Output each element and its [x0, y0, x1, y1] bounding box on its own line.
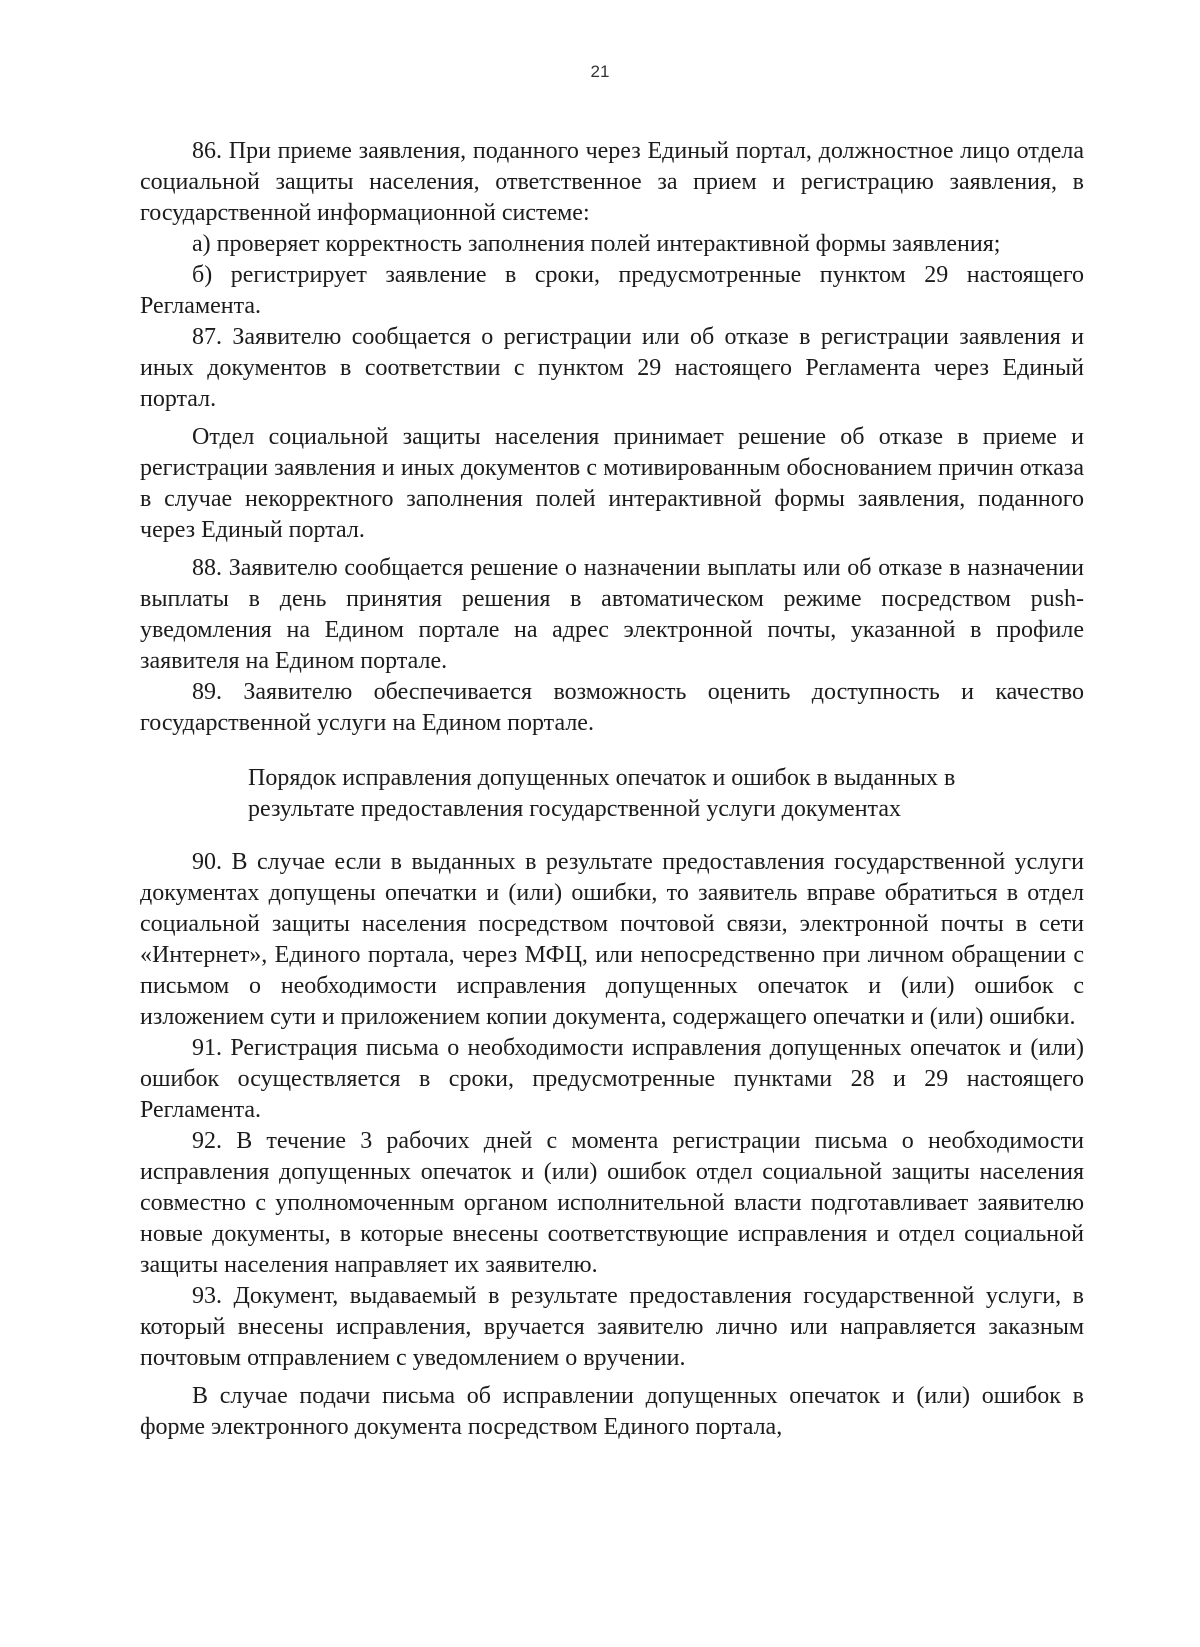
paragraph-89: 89. Заявителю обеспечивается возможность оценить доступность и качество государственной услуги на Едином портале. [140, 679, 1084, 736]
paragraph-88: 88. Заявителю сообщается решение о назначении выплаты или об отказе в назначении выплаты в день принятия решения в автоматическом режиме посредством push-уведомления на Едином портале на адрес электронной почты, указанной в профиле заявителя на Едином портале. [140, 555, 1084, 674]
paragraph-93-electronic: В случае подачи письма об исправлении допущенных опечаток и (или) ошибок в форме электронного документа посредством Единого портала, [140, 1383, 1084, 1440]
section-heading [140, 763, 1084, 825]
paragraph-90: 90. В случае если в выданных в результате предоставления государственной услуги документах допущены опечатки и (или) ошибки, то заявитель вправе обратиться в отдел социальной защиты населения посредством почтовой связи, электронной почты в сети «Интернет», Единого портала, через МФЦ, или непосредственно при личном обращении с письмом о необходимости исправления допущенных опечаток и (или) ошибок с изложением сути и приложением копии документа, содержащего опечатки и (или) ошибки. [140, 849, 1084, 1030]
section-heading-line-1: Порядок исправления допущенных опечаток и ошибок в выданных в [248, 765, 956, 791]
document-body [140, 136, 1084, 1443]
paragraph-87-refusal: Отдел социальной защиты населения принимает решение об отказе в приеме и регистрации заявления и иных документов с мотивированным обоснованием причин отказа в случае некорректного заполнения полей интерактивной формы заявления, поданного через Единый портал. [140, 424, 1084, 543]
page-number: 21 [590, 62, 610, 81]
section-heading-line-2: результате предоставления государственной услуги документах [248, 796, 901, 822]
paragraph-86-a: а) проверяет корректность заполнения полей интерактивной формы заявления; [192, 231, 1001, 257]
paragraph-86: 86. При приеме заявления, поданного через Единый портал, должностное лицо отдела социальной защиты населения, ответственное за прием и регистрацию заявления, в государственной информационной системе: [140, 138, 1084, 226]
paragraph-91: 91. Регистрация письма о необходимости исправления допущенных опечаток и (или) ошибок осуществляется в сроки, предусмотренные пунктами 28 и 29 настоящего Регламента. [140, 1035, 1084, 1123]
paragraph-92: 92. В течение 3 рабочих дней с момента регистрации письма о необходимости исправления допущенных опечаток и (или) ошибок отдел социальной защиты населения совместно с уполномоченным органом исполнительной власти подготавливает заявителю новые документы, в которые внесены соответствующие исправления и отдел социальной защиты населения направляет их заявителю. [140, 1128, 1084, 1278]
paragraph-86-b: б) регистрирует заявление в сроки, предусмотренные пунктом 29 настоящего Регламента. [140, 262, 1084, 319]
paragraph-87: 87. Заявителю сообщается о регистрации или об отказе в регистрации заявления и иных документов в соответствии с пунктом 29 настоящего Регламента через Единый портал. [140, 324, 1084, 412]
paragraph-93: 93. Документ, выдаваемый в результате предоставления государственной услуги, в который внесены исправления, вручается заявителю лично или направляется заказным почтовым отправлением с уведомлением о вручении. [140, 1283, 1084, 1371]
